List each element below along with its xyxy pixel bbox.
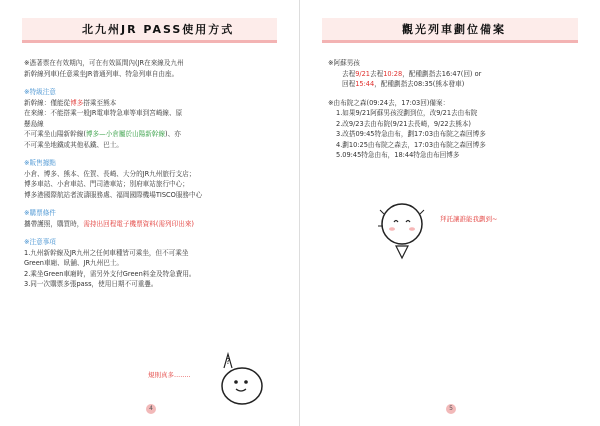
- right-page-content: [328, 58, 592, 161]
- character-praying-illustration: [372, 196, 432, 266]
- intro-line: ※憑著票在有效期內，可在有效區間內(JR在來線及九州: [24, 59, 184, 67]
- left-page-content: [24, 58, 291, 290]
- svg-text:?: ?: [226, 357, 231, 366]
- text-segment: 去程: [370, 69, 384, 78]
- text-segment: 攜帶護照，購買時，: [24, 219, 84, 228]
- text-line: [342, 69, 592, 80]
- text-segment: 15:44: [355, 80, 375, 88]
- tip-line: 2.乘坐Green車廂時，需另外支付Green料金及特急費用。: [24, 269, 196, 278]
- character-lying-illustration: [212, 348, 268, 408]
- text-segment: 9/21: [355, 69, 370, 78]
- text-line: [24, 140, 291, 151]
- plan-line: 2.改9/23去由布院(9/21去長崎，9/22去熊本): [336, 119, 471, 128]
- section-heading-buy: ※購票條件: [24, 209, 56, 217]
- text-segment: 博多—小倉: [85, 130, 119, 138]
- text-line: [24, 219, 291, 230]
- text-segment: 不可乘坐山陽新幹線(: [24, 130, 86, 138]
- intro-line: 新幹線列車)任意乘坐JR普通列車、特急列車自由座。: [24, 69, 179, 78]
- section-heading-sales: ※販售據點: [24, 159, 56, 167]
- tip-line: 1.九州新幹線及JR九州之任何車種皆可乘坐，但不可乘坐: [24, 248, 189, 257]
- text-segment: 屬於山陽新幹線: [118, 130, 166, 138]
- sales-line: 博多港國際航站者波濤服務處、福岡國際機場TISCO服務中心: [24, 190, 203, 199]
- text-segment: 回程: [342, 80, 356, 88]
- text-segment: 需持出回程電子機票資料(需列印出來): [83, 219, 194, 228]
- text-segment: 搭乘至熊本: [83, 98, 117, 107]
- section-heading-aso: ※阿蘇男孩: [328, 59, 360, 67]
- text-line: [24, 108, 291, 119]
- aso-list: [328, 69, 592, 90]
- right-page: [300, 0, 600, 426]
- plan-line: 3.改搭09:45特急由布，劃17:03由布院之森回博多: [336, 130, 486, 138]
- sales-line: 博多車站、小倉車站、門司港車站；別府車站旅行中心；: [24, 180, 189, 188]
- text-segment: 不可乘坐地鐵或其他私鐵、巴士。: [24, 140, 123, 149]
- plan-line: 5.09:45特急由布，18:44特急由布回博多: [336, 151, 460, 159]
- text-segment: 懸島線: [24, 119, 44, 128]
- page-number: 5: [446, 404, 456, 414]
- text-line: [342, 79, 592, 90]
- text-segment: ，配種劃指去08:35(熊本發車): [374, 80, 465, 88]
- right-caption: 拜託讓誰能我劃到~: [440, 215, 498, 223]
- text-line: [24, 129, 291, 140]
- text-segment: 去程: [342, 69, 356, 78]
- left-page-title: 北九州JR PASS使用方式: [82, 23, 235, 36]
- left-page-header: [22, 18, 277, 43]
- text-line: [24, 119, 291, 130]
- text-segment: 博多: [70, 98, 84, 107]
- tip-line: Green車廂、臥舖、JR九州巴士。: [24, 259, 124, 267]
- plan-line: 4.劃10:25由布院之森去，17:03由布院之森回博多: [336, 140, 486, 149]
- text-segment: ，配種劃指去16:47(回) or: [402, 69, 482, 78]
- section-heading-tips: ※注意事項: [24, 238, 56, 246]
- section-heading-notes: ※特級注意: [24, 88, 56, 96]
- text-segment: )、亦: [165, 130, 181, 138]
- tip-line: 3.同一次購票多張pass，使用日期不可重疊。: [24, 280, 158, 288]
- section-heading-yufuin: ※由布院之森(09:24去，17:03回)備案：: [328, 98, 450, 107]
- page-number: 4: [146, 404, 156, 414]
- text-segment: 在來線：不能搭乘一般JR電車特急車等車到宮崎線、原: [24, 109, 183, 117]
- right-page-header: [322, 18, 578, 43]
- right-page-title: 觀光列車劃位備案: [402, 23, 506, 36]
- sales-line: 小倉、博多、熊本、佐賀、長崎、大分的JR九州旅行支店；: [24, 169, 196, 178]
- buy-list: [24, 219, 291, 230]
- notes-list: [24, 98, 291, 151]
- text-segment: 10:28: [383, 69, 403, 78]
- left-caption: 規則真多........: [148, 371, 191, 379]
- text-line: [24, 98, 291, 109]
- text-segment: 新幹線：僅能從: [24, 98, 71, 107]
- plan-line: 1.如果9/21阿蘇男孩沒劃到位，改9/21去由布院: [336, 109, 478, 117]
